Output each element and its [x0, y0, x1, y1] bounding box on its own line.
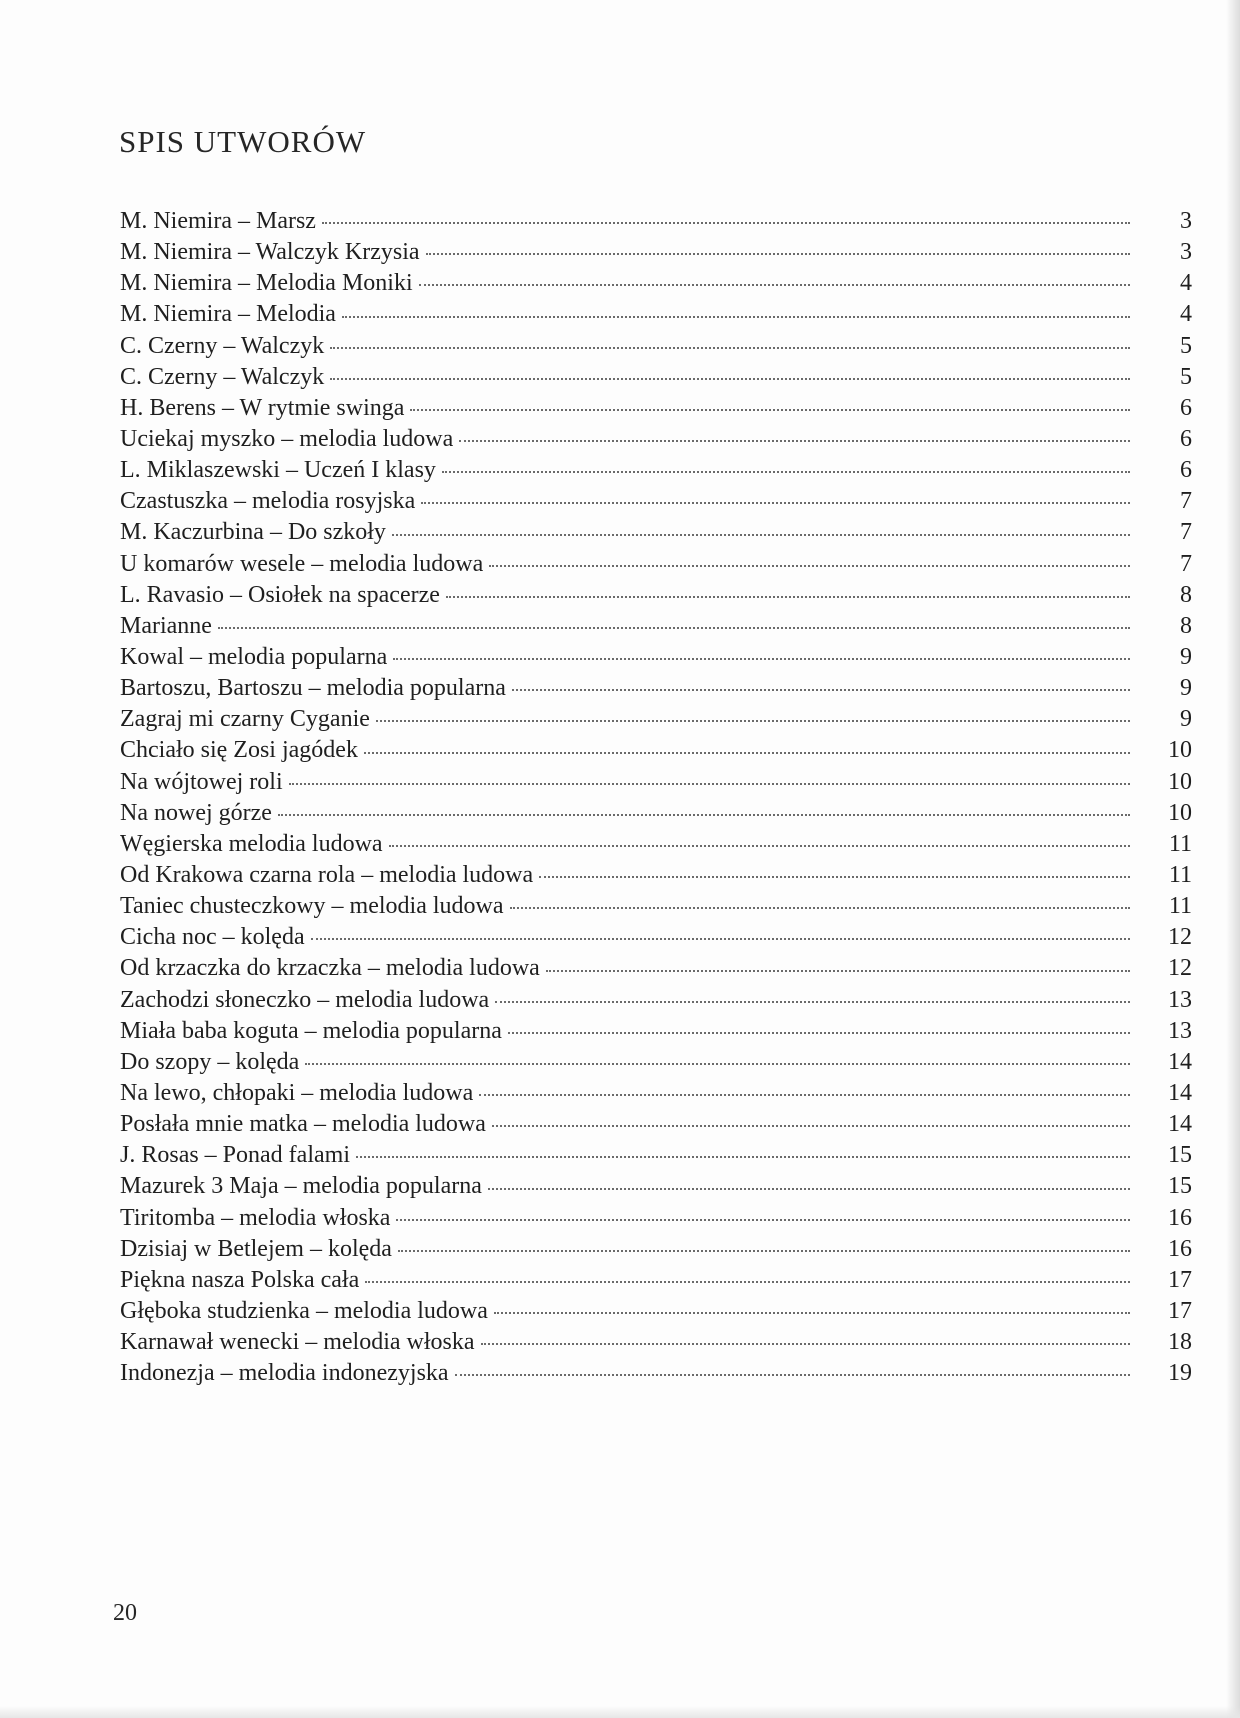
- toc-entry: [120, 829, 1192, 860]
- dot-leader: [389, 845, 1130, 847]
- toc-entry-title: Uciekaj myszko – melodia ludowa: [120, 425, 454, 452]
- toc-entry: [120, 953, 1192, 984]
- dot-leader: [426, 253, 1130, 255]
- dot-leader: [342, 316, 1130, 318]
- toc-entry-title: Chciało się Zosi jagódek: [120, 737, 358, 764]
- toc-entry: [120, 1327, 1192, 1358]
- toc-entry-page-number: 12: [1168, 924, 1192, 951]
- toc-entry-title: Zagraj mi czarny Cyganie: [120, 706, 370, 733]
- dot-leader: [278, 814, 1130, 816]
- toc-entry-page-number: 5: [1180, 332, 1192, 359]
- toc-entry-page-number: 8: [1180, 581, 1192, 608]
- toc-entry-page-number: 6: [1180, 457, 1192, 484]
- toc-entry-page-number: 9: [1180, 706, 1192, 733]
- toc-entry: [120, 299, 1192, 330]
- toc-entry: [120, 1296, 1192, 1327]
- toc-entry-title: Od krzaczka do krzaczka – melodia ludowa: [120, 955, 540, 982]
- dot-leader: [419, 284, 1130, 286]
- toc-entry-title: C. Czerny – Walczyk: [120, 332, 325, 359]
- dot-leader: [356, 1156, 1130, 1158]
- toc-entry-title: Cicha noc – kolęda: [120, 924, 305, 951]
- page-bottom-shadow: [0, 1706, 1240, 1718]
- toc-entry-title: Kowal – melodia popularna: [120, 643, 388, 670]
- toc-entry-page-number: 13: [1168, 986, 1192, 1013]
- toc-entry: [120, 798, 1192, 829]
- toc-entry-page-number: 4: [1180, 301, 1192, 328]
- toc-entry-title: M. Niemira – Melodia: [120, 301, 336, 328]
- toc-entry-page-number: 6: [1180, 394, 1192, 421]
- toc-entry-title: L. Ravasio – Osiołek na spacerze: [120, 581, 440, 608]
- toc-entry: [120, 237, 1192, 268]
- toc-entry: [120, 891, 1192, 922]
- toc-entry-page-number: 15: [1168, 1142, 1192, 1169]
- toc-entry: [120, 1265, 1192, 1296]
- dot-leader: [311, 938, 1130, 940]
- toc-entry: [120, 1078, 1192, 1109]
- toc-entry-page-number: 5: [1180, 363, 1192, 390]
- toc-entry-title: Karnawał wenecki – melodia włoska: [120, 1329, 475, 1356]
- toc-entry-title: Na wójtowej roli: [120, 768, 283, 795]
- toc-entry-page-number: 17: [1168, 1266, 1192, 1293]
- toc-entry: [120, 580, 1192, 611]
- toc-entry: [120, 1358, 1192, 1389]
- toc-entry-page-number: 3: [1180, 239, 1192, 266]
- toc-entry: [120, 1234, 1192, 1265]
- toc-entry-title: Od Krakowa czarna rola – melodia ludowa: [120, 861, 534, 888]
- dot-leader: [398, 1250, 1130, 1252]
- dot-leader: [459, 440, 1130, 442]
- toc-entry: [120, 1047, 1192, 1078]
- toc-entry-title: Dzisiaj w Betlejem – kolęda: [120, 1235, 392, 1262]
- toc-entry-title: C. Czerny – Walczyk: [120, 363, 325, 390]
- dot-leader: [218, 627, 1130, 629]
- toc-entry: [120, 985, 1192, 1016]
- toc-entry: [120, 1140, 1192, 1171]
- dot-leader: [481, 1343, 1130, 1345]
- toc-entry-page-number: 14: [1168, 1079, 1192, 1106]
- toc-entry-title: L. Miklaszewski – Uczeń I klasy: [120, 457, 436, 484]
- dot-leader: [455, 1374, 1130, 1376]
- toc-entry-page-number: 7: [1180, 488, 1192, 515]
- toc-entry-page-number: 11: [1168, 830, 1192, 857]
- dot-leader: [446, 596, 1130, 598]
- toc-entry-page-number: 8: [1180, 612, 1192, 639]
- dot-leader: [364, 752, 1130, 754]
- toc-entry-title: M. Niemira – Melodia Moniki: [120, 270, 413, 297]
- toc-entry-page-number: 16: [1168, 1235, 1192, 1262]
- toc-entry-page-number: 6: [1180, 425, 1192, 452]
- toc-entry-title: U komarów wesele – melodia ludowa: [120, 550, 484, 577]
- dot-leader: [392, 534, 1130, 536]
- toc-entry-page-number: 9: [1180, 643, 1192, 670]
- dot-leader: [494, 1312, 1130, 1314]
- toc-entry-title: Zachodzi słoneczko – melodia ludowa: [120, 986, 490, 1013]
- dot-leader: [376, 720, 1130, 722]
- toc-entry-page-number: 3: [1180, 208, 1192, 234]
- toc-entry-page-number: 11: [1168, 861, 1192, 888]
- toc-entry: [120, 922, 1192, 953]
- toc-entry: [120, 268, 1192, 299]
- toc-entry: [120, 767, 1192, 798]
- toc-entry-page-number: 12: [1168, 955, 1192, 982]
- toc-entry-title: M. Kaczurbina – Do szkoły: [120, 519, 386, 546]
- dot-leader: [410, 409, 1130, 411]
- toc-entry-page-number: 10: [1168, 799, 1192, 826]
- dot-leader: [489, 565, 1130, 567]
- dot-leader: [421, 502, 1130, 504]
- toc-entry-title: Bartoszu, Bartoszu – melodia popularna: [120, 675, 506, 702]
- toc-entry-page-number: 7: [1180, 519, 1192, 546]
- toc-entry: [120, 1203, 1192, 1234]
- toc-entry: [120, 611, 1192, 642]
- toc-entry: [120, 1171, 1192, 1202]
- toc-entry-title: Taniec chusteczkowy – melodia ludowa: [120, 893, 504, 920]
- toc-entry: [120, 549, 1192, 580]
- toc-entry-title: Miała baba koguta – melodia popularna: [120, 1017, 502, 1044]
- toc-entry: [120, 735, 1192, 766]
- toc-entry: [120, 455, 1192, 486]
- toc-entry-page-number: 13: [1168, 1017, 1192, 1044]
- toc-entry-title: Marianne: [120, 612, 212, 639]
- toc-entry-page-number: 14: [1168, 1111, 1192, 1138]
- dot-leader: [330, 347, 1130, 349]
- toc-entry: [120, 1109, 1192, 1140]
- toc-entry: [120, 673, 1192, 704]
- toc-entry: [120, 517, 1192, 548]
- toc-entry-title: Na lewo, chłopaki – melodia ludowa: [120, 1079, 474, 1106]
- dot-leader: [393, 658, 1130, 660]
- toc-entry-page-number: 10: [1168, 768, 1192, 795]
- page-title: SPIS UTWORÓW: [119, 124, 367, 159]
- toc-entry: [120, 393, 1192, 424]
- dot-leader: [512, 689, 1130, 691]
- toc-entry-title: Indonezja – melodia indonezyjska: [120, 1360, 449, 1387]
- dot-leader: [488, 1188, 1130, 1190]
- toc-entry-page-number: 19: [1168, 1360, 1192, 1387]
- toc-entry: [120, 860, 1192, 891]
- toc-entry-title: Do szopy – kolęda: [120, 1048, 300, 1075]
- toc-entry-page-number: 17: [1168, 1297, 1192, 1324]
- toc-entry-title: Mazurek 3 Maja – melodia popularna: [120, 1173, 482, 1200]
- toc-entry-title: Piękna nasza Polska cała: [120, 1266, 360, 1293]
- toc-entry-title: Głęboka studzienka – melodia ludowa: [120, 1297, 488, 1324]
- toc-entry-page-number: 7: [1180, 550, 1192, 577]
- table-of-contents: [120, 206, 1192, 1389]
- dot-leader: [495, 1001, 1130, 1003]
- dot-leader: [305, 1063, 1130, 1065]
- toc-entry-title: Węgierska melodia ludowa: [120, 830, 383, 857]
- dot-leader: [330, 378, 1130, 380]
- toc-entry-page-number: 16: [1168, 1204, 1192, 1231]
- toc-entry-page-number: 14: [1168, 1048, 1192, 1075]
- toc-entry-page-number: 15: [1168, 1173, 1192, 1200]
- toc-entry-page-number: 18: [1168, 1329, 1192, 1356]
- toc-entry-page-number: 10: [1168, 737, 1192, 764]
- dot-leader: [546, 970, 1130, 972]
- dot-leader: [365, 1281, 1130, 1283]
- page-edge-shadow: [1226, 0, 1240, 1718]
- toc-entry: [120, 704, 1192, 735]
- dot-leader: [479, 1094, 1130, 1096]
- toc-entry-title: Tiritomba – melodia włoska: [120, 1204, 391, 1231]
- page-number: 20: [113, 1600, 137, 1626]
- dot-leader: [510, 907, 1130, 909]
- dot-leader: [322, 222, 1130, 224]
- toc-entry-page-number: 9: [1180, 675, 1192, 702]
- dot-leader: [289, 783, 1130, 785]
- toc-entry: [120, 424, 1192, 455]
- toc-entry-title: Czastuszka – melodia rosyjska: [120, 488, 416, 515]
- dot-leader: [442, 471, 1130, 473]
- toc-entry: [120, 331, 1192, 362]
- dot-leader: [396, 1219, 1130, 1221]
- toc-entry-title: Na nowej górze: [120, 799, 272, 826]
- toc-entry-title: Posłała mnie matka – melodia ludowa: [120, 1111, 486, 1138]
- toc-entry: [120, 642, 1192, 673]
- toc-entry-page-number: 4: [1180, 270, 1192, 297]
- toc-entry: [120, 206, 1192, 237]
- dot-leader: [492, 1125, 1130, 1127]
- toc-entry: [120, 1016, 1192, 1047]
- toc-entry-title: M. Niemira – Marsz: [120, 208, 316, 234]
- toc-entry: [120, 486, 1192, 517]
- toc-entry-page-number: 11: [1168, 893, 1192, 920]
- toc-entry-title: J. Rosas – Ponad falami: [120, 1142, 350, 1169]
- dot-leader: [539, 876, 1130, 878]
- toc-entry-title: M. Niemira – Walczyk Krzysia: [120, 239, 420, 266]
- toc-entry: [120, 362, 1192, 393]
- toc-entry-title: H. Berens – W rytmie swinga: [120, 394, 405, 421]
- dot-leader: [508, 1032, 1130, 1034]
